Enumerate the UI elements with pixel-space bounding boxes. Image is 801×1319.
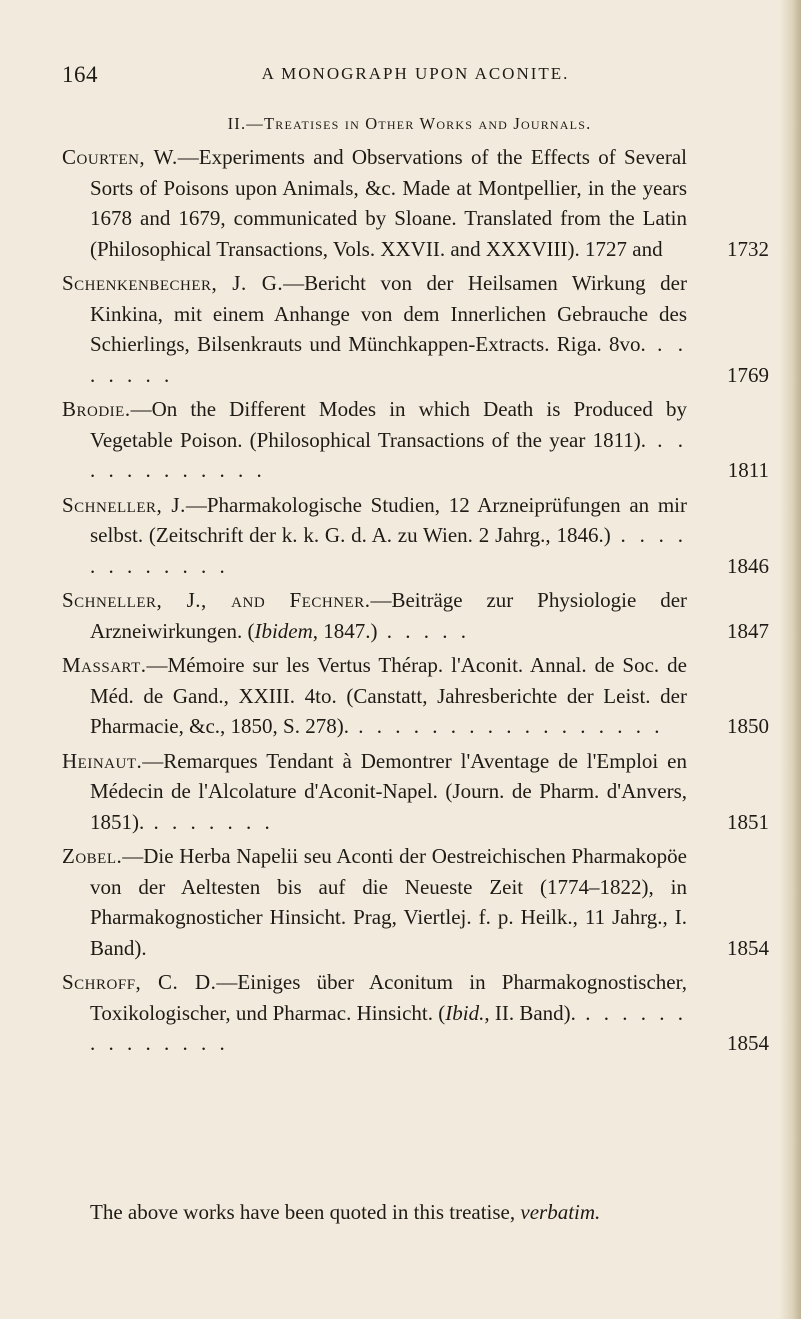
closing-text: The above works have been quoted in this treatise, (90, 1200, 521, 1224)
entry-year: 1769 (727, 362, 769, 387)
entry-text: —Pharmakologische Studien, 12 Arzneiprüfungen an mir selbst. (Zeitschrift der k. k. G. d. A. zu Wien. 2 Jahrg., 1846.) (90, 492, 687, 547)
entry-text-after: , 1847.) (312, 618, 378, 643)
entry-author: Brodie. (62, 397, 131, 421)
bibliography-entry (62, 841, 769, 963)
running-head: A MONOGRAPH UPON ACONITE. (261, 64, 570, 83)
closing-italic: verbatim. (520, 1200, 601, 1224)
entry-author: Schneller, J. (62, 492, 186, 517)
entry-text: —Remarques Tendant à Demontrer l'Aventage de l'Emploi en Médecin de l'Alcolature d'Aconit-Napel. (Journ. de Pharm. d'Anvers, 1851). (90, 748, 687, 834)
entry-text: —Experiments and Observations of the Effects of Several Sorts of Poisons upon Animals, &c. Made at Montpellier, in the years 1678 and 1679, communicated by Sloane. Translated from the Latin (Philosophical Transactions, Vols. XXVII. and XXXVIII). 1727 and (90, 145, 688, 261)
entry-year: 1850 (727, 714, 769, 738)
entry-italic: Ibid. (445, 1000, 485, 1025)
entry-year: 1732 (727, 236, 769, 261)
entry-text: —Einiges über Aconitum in Pharmakognostischer, Toxikologischer, und Pharmac. Hinsicht. ( (90, 970, 687, 1025)
dot-leader: . . . . . . . (144, 809, 274, 834)
bibliography-entry (62, 967, 769, 1059)
entry-text: —Die Herba Napelii seu Aconti der Oestreichischen Pharmakopöe von der Aeltesten bis auf die Neueste Zeit (1774–1822), in Pharmakognosticher Hinsicht. Prag, Viertlej. f. p. Heilk., 11 Jahrg., I. Band). (90, 844, 687, 960)
entry-author: Massart. (62, 653, 147, 677)
bibliography-entry (62, 650, 769, 742)
bibliography-entry (62, 394, 769, 486)
closing-note (90, 1197, 770, 1227)
entry-author: Heinaut. (62, 748, 143, 773)
entry-italic: Ibidem (254, 618, 313, 643)
page-edge-shadow (779, 0, 801, 1319)
entry-author: Schneller, J., and Fechner. (62, 588, 371, 612)
entry-year: 1854 (727, 935, 769, 960)
entry-year: 1846 (727, 553, 769, 578)
entry-text: —On the Different Modes in which Death is Produced by Vegetable Poison. (Philosophical Transactions of the year 1811). (90, 397, 687, 452)
bibliography-entry (62, 142, 769, 264)
bibliography-list (62, 142, 769, 1063)
dot-leader: . . . . . (377, 618, 471, 643)
entry-author: Schroff, C. D. (62, 970, 217, 994)
entry-text: —Mémoire sur les Vertus Thérap. l'Aconit. Annal. de Soc. de Méd. de Gand., XXIII. 4to. (Canstatt, Jahresberichte der Leist. der Pharmacie, &c., 1850, S. 278). (90, 653, 687, 738)
bibliography-entry (62, 490, 769, 582)
dot-leader: . . . . . . . . . . . . . . (90, 1000, 688, 1055)
dot-leader: . . . . . . . . . . . . . . . . . (348, 714, 664, 738)
bibliography-entry (62, 268, 769, 390)
dot-leader: . . . . . . . . . . . . (90, 427, 687, 482)
entry-text: —Bericht von der Heilsamen Wirkung der Kinkina, mit einem Anhange von dem Innerlichen Gebrauche des Schierlings, Bilsenkrauts und Münchkappen-Extracts. Riga. 8vo. (90, 271, 687, 356)
entry-year: 1811 (727, 458, 769, 482)
entry-year: 1854 (727, 1031, 769, 1055)
bibliography-entry (62, 746, 769, 838)
dot-leader: . . . . . . . . . . . . (90, 523, 687, 578)
entry-year: 1847 (727, 618, 769, 643)
entry-author: Courten, W. (62, 145, 178, 169)
bibliography-entry (62, 585, 769, 646)
dot-leader: . . . . . . . (90, 332, 688, 387)
entry-text: —Beiträge zur Physiologie der Arzneiwirkungen. ( (90, 588, 688, 643)
entry-author: Schenkenbecher, J. G. (62, 271, 284, 295)
entry-author: Zobel. (62, 844, 123, 868)
page-number: 164 (62, 62, 98, 87)
entry-text-after: , II. Band). (484, 1000, 576, 1025)
section-heading: II.—Treatises in Other Works and Journals. (227, 114, 592, 133)
entry-year: 1851 (727, 809, 769, 834)
